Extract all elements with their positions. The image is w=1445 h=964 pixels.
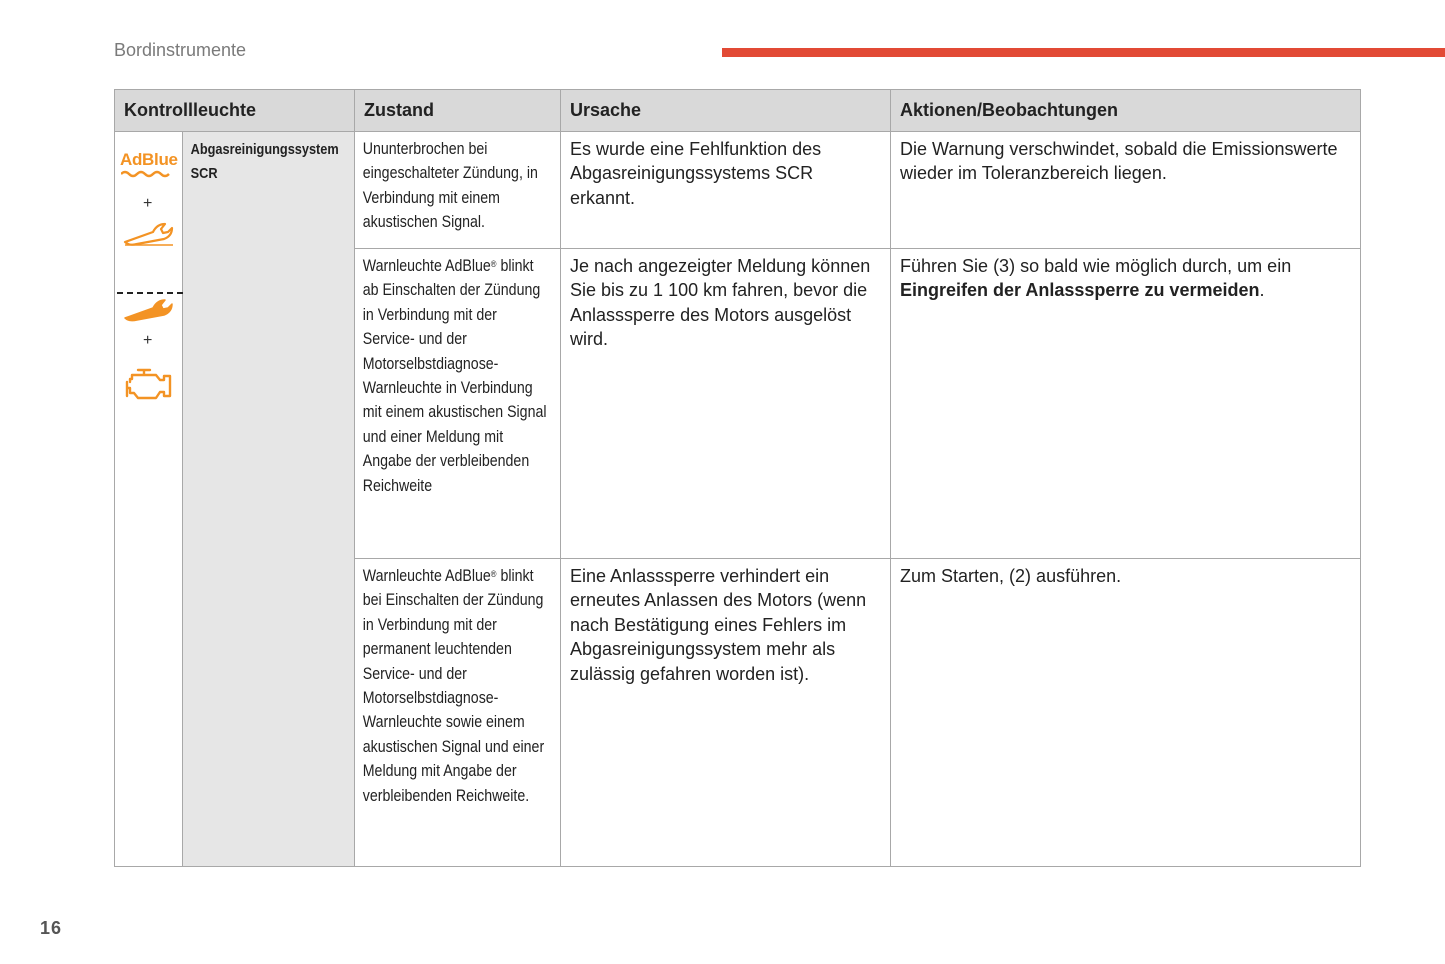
plus-sign: +	[143, 195, 153, 212]
warning-icons-cell	[115, 132, 183, 867]
page-number: 16	[40, 918, 63, 938]
column-header-aktionen: Aktionen/Beobachtungen	[891, 90, 1361, 132]
warning-lights-table	[114, 89, 1361, 867]
table-row	[115, 132, 1361, 249]
icon-divider	[117, 292, 183, 294]
plus-sign: +	[143, 332, 153, 349]
aktionen-text: Zum Starten, (2) ausführen.	[900, 566, 1122, 586]
ursache-text: Eine Anlasssperre verhindert ein erneutes Anlassen des Motors (wenn nach Bestätigung eines Fehlers im Abgasreinigungssystem mehr als zulässig gefahren worden ist).	[570, 566, 867, 684]
zustand-cell	[355, 249, 561, 559]
ursache-cell	[561, 559, 891, 867]
adblue-wave-icon	[121, 170, 173, 178]
ursache-text: Es wurde eine Fehlfunktion des Abgasreinigungssystems SCR erkannt.	[570, 139, 822, 208]
ursache-cell	[561, 249, 891, 559]
system-name: Abgasreinigungssystem	[190, 141, 339, 158]
aktionen-text: Führen Sie (3) so bald wie möglich durch, um ein Eingreifen der Anlasssperre zu vermeiden.	[900, 256, 1292, 301]
service-wrench-outline-icon	[123, 220, 175, 246]
aktionen-emphasis: Eingreifen der Anlasssperre zu vermeiden	[900, 280, 1260, 301]
system-name-suffix: SCR	[190, 165, 218, 182]
zustand-text: Ununterbrochen bei eingeschalteter Zündung, in Verbindung mit einem akustischen Signal.	[362, 140, 538, 232]
system-name-cell	[183, 132, 355, 867]
column-header-kontrollleuchte: Kontrollleuchte	[115, 90, 355, 132]
aktionen-cell	[891, 559, 1361, 867]
zustand-cell	[355, 132, 561, 249]
zustand-text: Warnleuchte AdBlue® blinkt bei Einschalten der Zündung in Verbindung mit der permanent leuchtenden Service- und der Motorselbstdiagnose-Warnleuchte sowie einem akustischen Signal und einer Meldung mit Angabe der verbleibenden Reichweite.	[362, 567, 545, 805]
table-header-row	[115, 90, 1361, 132]
column-header-ursache: Ursache	[561, 90, 891, 132]
adblue-icon: AdBlue	[120, 150, 178, 169]
aktionen-cell	[891, 249, 1361, 559]
ursache-text: Je nach angezeigter Meldung können Sie bis zu 1 100 km fahren, bevor die Anlasssperre des Motors ausgelöst wird.	[570, 256, 871, 350]
aktionen-text: Die Warnung verschwindet, sobald die Emissionswerte wieder im Toleranzbereich liegen.	[900, 139, 1338, 184]
zustand-text: Warnleuchte AdBlue® blinkt ab Einschalten der Zündung in Verbindung mit der Service- und der Motorselbstdiagnose-Warnleuchte in Verbindung mit einem akustischen Signal und einer Meldung mit Angabe der verbleibenden Reichweite	[362, 257, 547, 495]
ursache-cell	[561, 132, 891, 249]
section-title: Bordinstrumente	[114, 40, 247, 60]
service-wrench-solid-icon	[123, 298, 175, 322]
aktionen-cell	[891, 132, 1361, 249]
zustand-cell	[355, 559, 561, 867]
column-header-zustand: Zustand	[355, 90, 561, 132]
header-accent-bar	[722, 48, 1445, 57]
